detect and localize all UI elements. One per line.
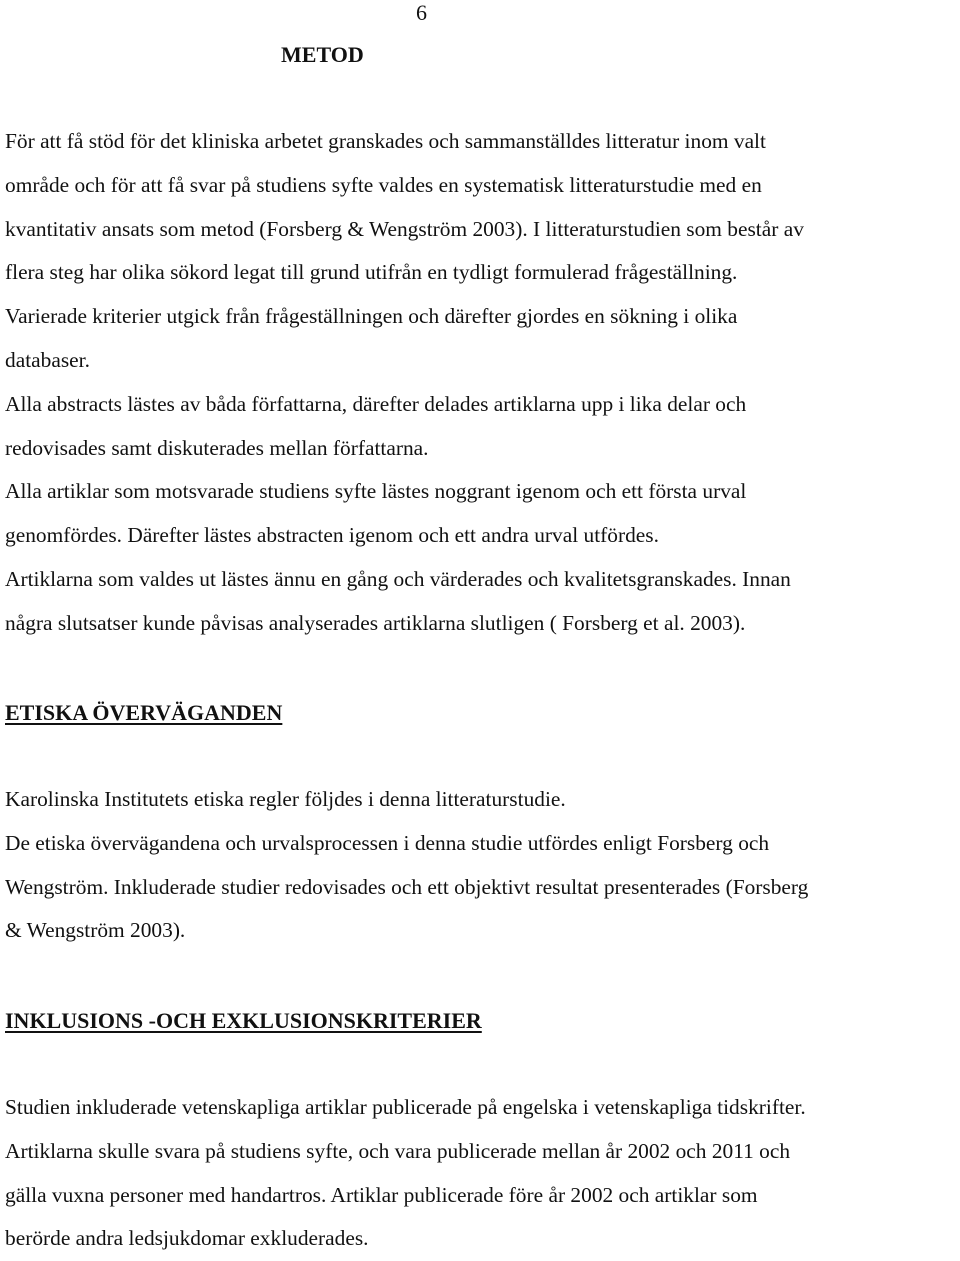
text-line: databaser. bbox=[5, 347, 90, 372]
text-line: & Wengström 2003). bbox=[5, 918, 186, 943]
text-line: kvantitativ ansats som metod (Forsberg & Wengström 2003). I litteraturstudien som består av bbox=[5, 216, 804, 241]
text-line: För att få stöd för det kliniska arbetet granskades och sammanställdes litteratur inom valt bbox=[5, 129, 766, 153]
text-line: Studien inkluderade vetenskapliga artiklar publicerade på engelska i vetenskapliga tidskrifter. bbox=[5, 1095, 806, 1119]
text-line: De etiska övervägandena och urvalsprocessen i denna studie utfördes enligt Forsberg och bbox=[5, 830, 770, 855]
text-line: Varierade kriterier utgick från frågeställningen och därefter gjordes en sökning i olika bbox=[5, 304, 738, 329]
text-line: Artiklarna skulle svara på studiens syfte, och vara publicerade mellan år 2002 och 2011 och bbox=[5, 1138, 791, 1163]
text-line: genomfördes. Därefter lästes abstracten igenom och ett andra urval utfördes. bbox=[5, 523, 659, 548]
paragraph-etiska-overvaganden bbox=[5, 778, 960, 953]
text-line: Alla artiklar som motsvarade studiens syfte lästes noggrant igenom och ett första urval bbox=[5, 479, 747, 504]
section-heading-inklusionskriterier: INKLUSIONS -OCH EXKLUSIONSKRITERIER bbox=[5, 1008, 482, 1033]
text-line: Karolinska Institutets etiska regler följdes i denna litteraturstudie. bbox=[5, 787, 566, 811]
paragraph-metod bbox=[5, 120, 960, 646]
text-line: gälla vuxna personer med handartros. Artiklar publicerade före år 2002 och artiklar som bbox=[5, 1182, 758, 1207]
page-number: 6 bbox=[416, 0, 427, 25]
section-heading-metod: METOD bbox=[281, 42, 364, 67]
paragraph-inklusionskriterier bbox=[5, 1086, 960, 1261]
text-line: redovisades samt diskuterades mellan författarna. bbox=[5, 435, 429, 460]
text-line: några slutsatser kunde påvisas analyserades artiklarna slutligen ( Forsberg et al. 2003). bbox=[5, 610, 746, 635]
text-line: Artiklarna som valdes ut lästes ännu en gång och värderades och kvalitetsgranskades. Innan bbox=[5, 566, 791, 591]
text-line: Wengström. Inkluderade studier redovisades och ett objektivt resultat presenterades (Forsberg bbox=[5, 874, 809, 899]
text-line: Alla abstracts lästes av båda författarna, därefter delades artiklarna upp i lika delar och bbox=[5, 391, 747, 416]
section-heading-etiska-overvaganden: ETISKA ÖVERVÄGANDEN bbox=[5, 700, 283, 725]
text-line: berörde andra ledsjukdomar exkluderades. bbox=[5, 1226, 369, 1251]
text-line: flera steg har olika sökord legat till grund utifrån en tydligt formulerad frågeställning. bbox=[5, 260, 738, 285]
text-line: område och för att få svar på studiens syfte valdes en systematisk litteraturstudie med en bbox=[5, 172, 762, 197]
